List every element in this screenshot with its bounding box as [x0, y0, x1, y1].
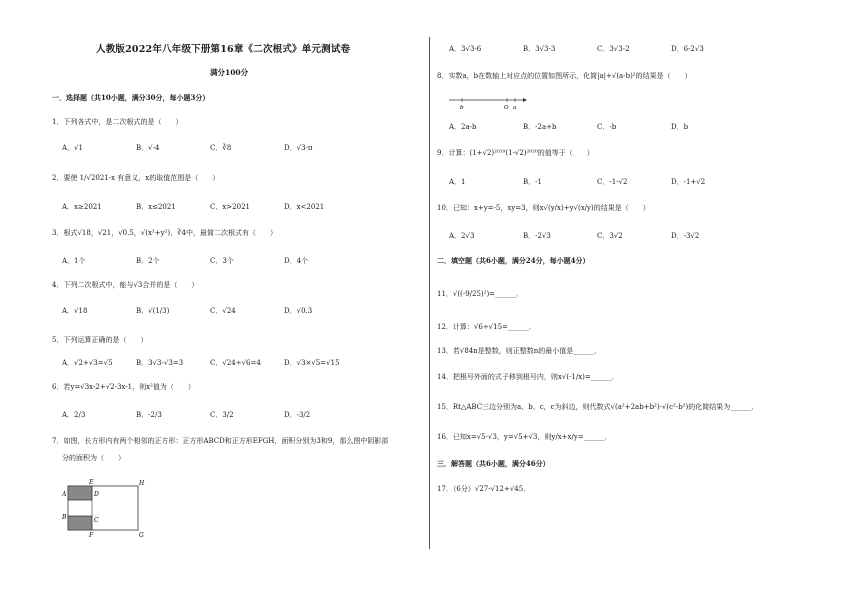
q5-option-b: B．3√3-√3=3 — [136, 359, 184, 367]
q8-number-line — [447, 92, 527, 112]
q8-stem: 8．实数a，b在数轴上对应点的位置如图所示，化简|a|+√(a-b)²的结果是（ ） — [437, 72, 692, 80]
q6-option-d: D．-3/2 — [284, 411, 311, 419]
q6-stem: 6．若y=√3x-2+√2-3x-1，则x²值为（ ） — [52, 383, 195, 391]
q7-stem-line1: 7．如图，长方形内有两个相邻的正方形：正方形ABCD和正方形EFGH，面积分别为3和9，那么图中阴影部 — [52, 437, 389, 445]
fig-label-e: E — [89, 479, 94, 486]
q3-stem: 3．根式√18，√21，√0.5，√(x²+y²)，∛4中，最简二次根式有（ ） — [52, 229, 277, 237]
axis-label-a: a — [513, 105, 517, 111]
q7-stem-line2: 分的面积为（ ） — [62, 454, 125, 462]
q17-stem: 17．（6分）√27-√12+√45． — [437, 485, 531, 493]
axis-label-o: O — [504, 105, 509, 111]
q3-option-d: D．4个 — [284, 257, 309, 265]
q2-option-c: C．x>2021 — [210, 203, 250, 211]
q1-option-d: D．√3-π — [284, 144, 313, 152]
q1-option-a: A．√1 — [62, 144, 83, 152]
q3-option-c: C．3个 — [210, 257, 234, 265]
q4-option-c: C．√24 — [210, 307, 236, 315]
q4-option-d: D．√0.3 — [284, 307, 313, 315]
q8-option-d: D．b — [671, 123, 689, 131]
section-fill-heading: 二．填空题（共6小题，满分24分，每小题4分） — [437, 256, 590, 265]
q9-option-d: D．-1+√2 — [671, 178, 706, 186]
q1-stem: 1．下列各式中，是二次根式的是（ ） — [52, 118, 183, 126]
q10-option-b: B．-2√3 — [523, 232, 551, 240]
fig-label-d: D — [94, 491, 99, 498]
q15-stem: 15．Rt△ABC三边分别为a、b、c，c为斜边，则代数式√(a²+2ab+b²)-√(c²-b²)的化简结果为______． — [437, 403, 759, 411]
q10-option-c: C．3√2 — [597, 232, 623, 240]
q9-option-a: A．1 — [449, 178, 466, 186]
q7-option-d: D．6-2√3 — [671, 45, 704, 53]
q2-option-b: B．x≤2021 — [136, 203, 176, 211]
q4-option-b: B．√(1/3) — [136, 307, 170, 315]
section-answer-heading: 三．解答题（共6小题，满分46分） — [437, 459, 550, 468]
q7-option-b: B．3√3-3 — [523, 45, 556, 53]
q8-option-b: B．-2a+b — [523, 123, 557, 131]
fig-label-a: A — [62, 491, 67, 498]
q1-option-c: C．∛8 — [210, 144, 232, 152]
fig-label-g: G — [139, 532, 144, 538]
q4-option-a: A．√18 — [62, 307, 88, 315]
q2-option-d: D．x<2021 — [284, 203, 325, 211]
fig-label-h: H — [139, 480, 145, 487]
q5-option-c: C．√24÷√6=4 — [210, 359, 261, 367]
q16-stem: 16．已知x=√5-√3，y=√5+√3，则y/x+x/y=______． — [437, 433, 612, 441]
fig-label-f: F — [89, 532, 94, 538]
q6-option-c: C．3/2 — [210, 411, 234, 419]
section-choice-heading: 一．选择题（共10小题，满分30分，每小题3分） — [52, 93, 210, 102]
q10-option-a: A．2√3 — [449, 232, 475, 240]
q4-stem: 4．下列二次根式中，能与√3合并的是（ ） — [52, 281, 199, 289]
q11-stem: 11．√((-9/25)²)=______． — [437, 290, 524, 298]
q5-stem: 5．下列运算正确的是（ ） — [52, 336, 148, 344]
q2-option-a: A．x≥2021 — [62, 203, 102, 211]
q9-stem: 9．计算：(1+√2)²⁰¹⁹(1-√2)²⁰²⁰的值等于（ ） — [437, 149, 594, 157]
column-divider — [429, 37, 430, 549]
q12-stem: 12．计算：√6÷√15=______． — [437, 323, 536, 331]
q13-stem: 13．若√84n是整数，则正整数n的最小值是______． — [437, 347, 602, 355]
q5-option-a: A．√2+√3=√5 — [62, 359, 113, 367]
q7-rectangle-figure — [62, 478, 152, 538]
q10-option-d: D．-3√2 — [671, 232, 700, 240]
fig-label-c: C — [94, 517, 99, 524]
q10-stem: 10．已知：x+y=-5，xy=3，则x√(y/x)+y√(x/y)的结果是（ ） — [437, 204, 650, 212]
q5-option-d: D．√3×√5=√15 — [284, 359, 340, 367]
q3-option-a: A．1个 — [62, 257, 86, 265]
q6-option-b: B．-2/3 — [136, 411, 162, 419]
q3-option-b: B．2个 — [136, 257, 160, 265]
q1-option-b: B．√-4 — [136, 144, 160, 152]
q9-option-b: B．-1 — [523, 178, 542, 186]
exam-title: 人教版2022年八年级下册第16章《二次根式》单元测试卷 — [96, 44, 351, 55]
q2-stem: 2．要使 1/√2021-x 有意义，x的取值范围是（ ） — [52, 174, 220, 182]
fig-label-b: B — [62, 514, 67, 521]
q6-option-a: A．2/3 — [62, 411, 86, 419]
exam-subtitle: 满分100分 — [210, 68, 249, 77]
axis-label-b: b — [460, 105, 464, 111]
q14-stem: 14．把根号外面的式子移到根号内，则x√(-1/x)=______． — [437, 373, 619, 381]
q9-option-c: C．-1-√2 — [597, 178, 628, 186]
q8-option-c: C．-b — [597, 123, 617, 131]
q8-option-a: A．2a-b — [449, 123, 477, 131]
q7-option-a: A．3√3-6 — [449, 45, 482, 53]
q7-option-c: C．3√3-2 — [597, 45, 630, 53]
